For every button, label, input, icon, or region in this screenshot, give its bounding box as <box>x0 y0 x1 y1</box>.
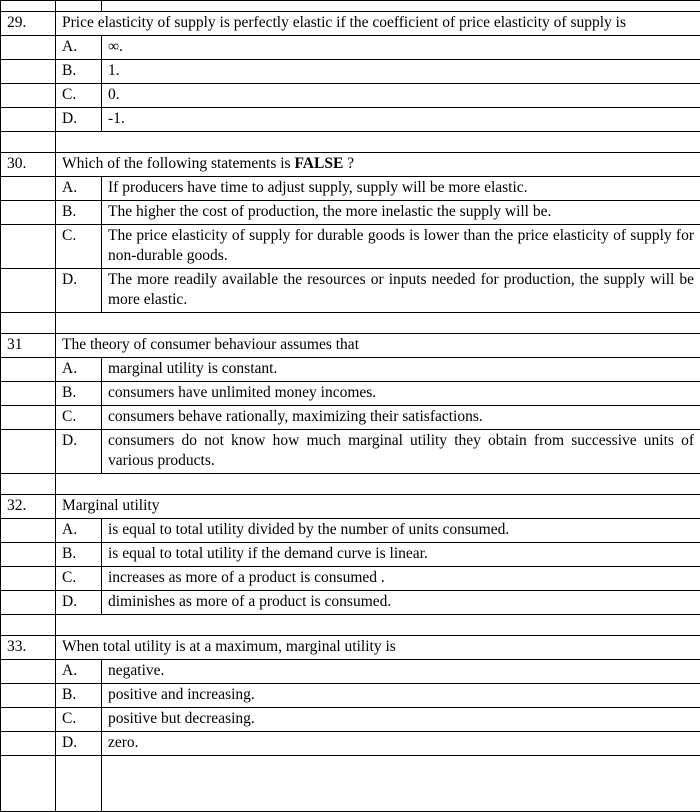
option-row <box>1 177 700 201</box>
option-row <box>1 567 700 591</box>
question-number: 30. <box>1 153 56 177</box>
option-row <box>1 708 700 732</box>
number-cell <box>1 591 56 615</box>
text-cell <box>102 1 700 12</box>
option-text: 1. <box>102 60 700 84</box>
option-row <box>1 358 700 382</box>
option-text: consumers behave rationally, maximizing their satisfactions. <box>102 406 700 430</box>
option-row <box>1 36 700 60</box>
number-cell <box>1 358 56 382</box>
number-cell <box>1 406 56 430</box>
question-text-part: Price elasticity of supply is perfectly elastic if the coefficient of price elasticity of supply is <box>62 14 626 31</box>
number-cell <box>1 382 56 406</box>
option-row <box>1 201 700 225</box>
number-cell <box>1 684 56 708</box>
question-row <box>1 12 700 36</box>
number-cell <box>1 132 56 153</box>
option-letter: C. <box>56 225 102 269</box>
question-text <box>56 334 700 358</box>
option-row <box>1 684 700 708</box>
option-row <box>1 732 700 756</box>
number-cell <box>1 225 56 269</box>
number-cell <box>1 543 56 567</box>
option-letter: B. <box>56 543 102 567</box>
question-text <box>56 495 700 519</box>
text-cell <box>102 756 700 812</box>
option-letter: A. <box>56 660 102 684</box>
option-letter: D. <box>56 430 102 474</box>
number-cell <box>1 567 56 591</box>
top-partial-row <box>1 1 700 12</box>
option-text: negative. <box>102 660 700 684</box>
option-letter: D. <box>56 269 102 313</box>
option-letter: A. <box>56 177 102 201</box>
number-cell <box>1 60 56 84</box>
empty-cell <box>56 313 700 334</box>
option-text: is equal to total utility divided by the number of units consumed. <box>102 519 700 543</box>
question-number: 33. <box>1 636 56 660</box>
option-row <box>1 60 700 84</box>
question-bold-text: FALSE <box>294 155 343 172</box>
question-table-body <box>1 1 700 812</box>
option-letter: D. <box>56 732 102 756</box>
option-letter: C. <box>56 708 102 732</box>
letter-cell <box>56 1 102 12</box>
question-text-part: ? <box>343 155 354 172</box>
separator-row <box>1 615 700 636</box>
question-text-part: Marginal utility <box>62 497 159 514</box>
question-number: 32. <box>1 495 56 519</box>
empty-cell <box>56 132 700 153</box>
option-row <box>1 430 700 474</box>
option-text: The price elasticity of supply for durable goods is lower than the price elasticity of supply for non-durable goods. <box>102 225 700 269</box>
question-text <box>56 636 700 660</box>
question-row <box>1 334 700 358</box>
option-letter: B. <box>56 684 102 708</box>
option-text: consumers have unlimited money incomes. <box>102 382 700 406</box>
question-text-part: When total utility is at a maximum, marginal utility is <box>62 638 396 655</box>
empty-cell <box>56 474 700 495</box>
number-cell <box>1 708 56 732</box>
option-letter: C. <box>56 406 102 430</box>
question-text <box>56 12 700 36</box>
option-text: marginal utility is constant. <box>102 358 700 382</box>
option-letter: A. <box>56 36 102 60</box>
option-text: 0. <box>102 84 700 108</box>
number-cell <box>1 660 56 684</box>
option-text: is equal to total utility if the demand curve is linear. <box>102 543 700 567</box>
question-text-part: The theory of consumer behaviour assumes that <box>62 336 359 353</box>
option-letter: B. <box>56 201 102 225</box>
option-letter: A. <box>56 358 102 382</box>
option-row <box>1 225 700 269</box>
question-row <box>1 495 700 519</box>
option-letter: D. <box>56 108 102 132</box>
empty-cell <box>56 615 700 636</box>
number-cell <box>1 430 56 474</box>
number-cell <box>1 756 56 812</box>
option-row <box>1 519 700 543</box>
number-cell <box>1 1 56 12</box>
option-text: positive and increasing. <box>102 684 700 708</box>
number-cell <box>1 201 56 225</box>
number-cell <box>1 269 56 313</box>
option-letter: C. <box>56 567 102 591</box>
option-text: -1. <box>102 108 700 132</box>
option-row <box>1 591 700 615</box>
number-cell <box>1 732 56 756</box>
option-row <box>1 269 700 313</box>
option-text: increases as more of a product is consumed . <box>102 567 700 591</box>
option-letter: A. <box>56 519 102 543</box>
question-row <box>1 636 700 660</box>
number-cell <box>1 177 56 201</box>
option-text: ∞. <box>102 36 700 60</box>
question-number: 31 <box>1 334 56 358</box>
number-cell <box>1 474 56 495</box>
option-text: The more readily available the resources or inputs needed for production, the supply will be more elastic. <box>102 269 700 313</box>
separator-row <box>1 313 700 334</box>
number-cell <box>1 313 56 334</box>
option-text: positive but decreasing. <box>102 708 700 732</box>
question-row <box>1 153 700 177</box>
option-text: diminishes as more of a product is consumed. <box>102 591 700 615</box>
option-letter: D. <box>56 591 102 615</box>
number-cell <box>1 108 56 132</box>
number-cell <box>1 36 56 60</box>
number-cell <box>1 84 56 108</box>
letter-cell <box>56 756 102 812</box>
option-text: If producers have time to adjust supply, supply will be more elastic. <box>102 177 700 201</box>
option-letter: B. <box>56 60 102 84</box>
option-row <box>1 660 700 684</box>
option-text: zero. <box>102 732 700 756</box>
question-text <box>56 153 700 177</box>
number-cell <box>1 615 56 636</box>
option-row <box>1 382 700 406</box>
question-number: 29. <box>1 12 56 36</box>
bottom-empty-row <box>1 756 700 812</box>
option-text: The higher the cost of production, the more inelastic the supply will be. <box>102 201 700 225</box>
question-text-part: Which of the following statements is <box>62 155 294 172</box>
option-row <box>1 84 700 108</box>
option-letter: B. <box>56 382 102 406</box>
option-row <box>1 406 700 430</box>
option-letter: C. <box>56 84 102 108</box>
option-row <box>1 543 700 567</box>
option-row <box>1 108 700 132</box>
option-text: consumers do not know how much marginal utility they obtain from successive units of various products. <box>102 430 700 474</box>
separator-row <box>1 474 700 495</box>
separator-row <box>1 132 700 153</box>
number-cell <box>1 519 56 543</box>
